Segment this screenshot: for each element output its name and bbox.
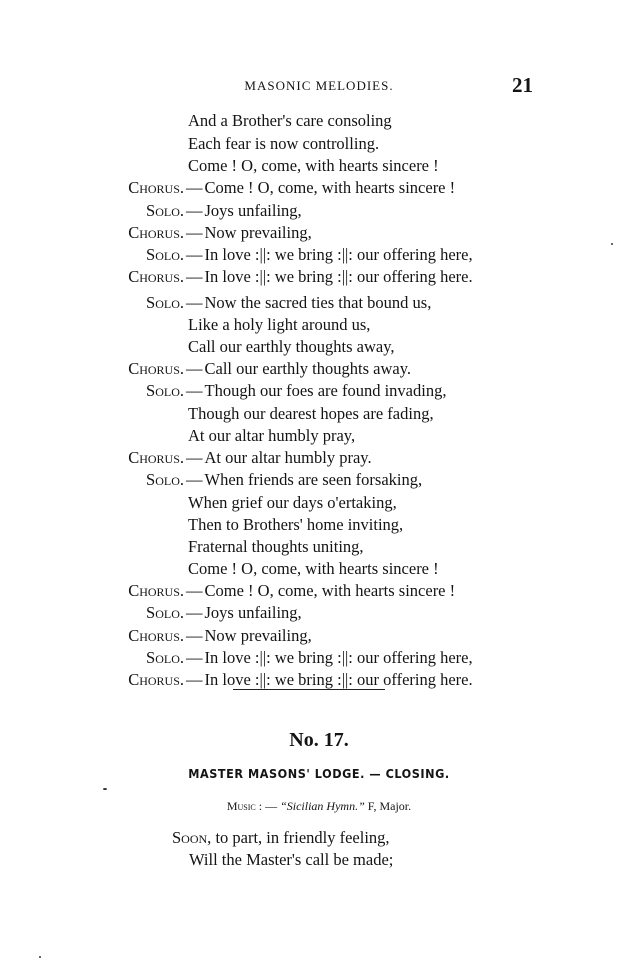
music-key: F, Major. [367, 799, 412, 813]
lyric-text: At our altar humbly pray, [188, 426, 356, 445]
speaker-dash: — [186, 448, 203, 467]
speaker-label: Solo. [146, 245, 184, 264]
music-dash: — [265, 799, 278, 813]
verse-line [188, 425, 355, 447]
lyric-text: And a Brother's care consoling [188, 111, 392, 130]
lyric-text: Then to Brothers' home inviting, [188, 515, 404, 534]
speaker-label: Chorus. [128, 581, 184, 600]
speaker-label: Solo. [146, 201, 184, 220]
verse-line [188, 314, 370, 336]
speaker-dash: — [186, 245, 203, 264]
speaker-dash: — [186, 267, 203, 286]
solo-line [100, 200, 302, 222]
speaker-label: Chorus. [128, 359, 184, 378]
chorus-line [108, 625, 312, 647]
lyric-text: When grief our days o'ertaking, [188, 493, 397, 512]
speaker-dash: — [186, 223, 203, 242]
verse-line [188, 514, 403, 536]
speaker-label: Chorus. [128, 448, 184, 467]
speaker-dash: — [186, 648, 203, 667]
speaker-label: Solo. [146, 470, 184, 489]
speaker-dash: — [186, 359, 203, 378]
speaker-dash: — [186, 470, 203, 489]
lyric-text: Now prevailing, [204, 626, 312, 645]
speaker-dash: — [186, 381, 203, 400]
speaker-dash: — [186, 603, 203, 622]
music-title: “Sicilian Hymn.” [280, 799, 365, 813]
speaker-dash: — [186, 626, 203, 645]
lyric-text: Now prevailing, [204, 223, 312, 242]
solo-line [100, 244, 473, 266]
speaker-label: Solo. [146, 293, 184, 312]
lyric-text: Though our foes are found invading, [204, 381, 447, 400]
lyric-text: Joys unfailing, [204, 603, 302, 622]
chorus-line [108, 358, 411, 380]
verse-line [188, 110, 392, 132]
speaker-dash: — [186, 581, 203, 600]
stanza-line-1 [172, 827, 390, 849]
verse-line [188, 492, 397, 514]
lyric-text: Though our dearest hopes are fading, [188, 404, 434, 423]
speaker-dash: — [186, 201, 203, 220]
speaker-dash: — [186, 293, 203, 312]
lyric-text: Fraternal thoughts uniting, [188, 537, 364, 556]
stanza-line-2 [189, 849, 393, 871]
hymn-number: No. 17. [289, 729, 349, 751]
ink-speck [103, 788, 107, 790]
lyric-text: Call our earthly thoughts away, [188, 337, 395, 356]
speaker-label: Chorus. [128, 178, 184, 197]
chorus-line [108, 447, 372, 469]
lyric-text: In love :||: we bring :||: our offering here. [204, 267, 473, 286]
verse-line [188, 155, 439, 177]
verse-line [188, 558, 439, 580]
ink-speck [611, 243, 613, 245]
solo-line [100, 602, 302, 624]
speaker-dash: — [186, 670, 203, 689]
running-header: MASONIC MELODIES. [244, 78, 394, 93]
verse-line [188, 403, 434, 425]
chorus-line [108, 266, 473, 288]
solo-line [100, 469, 422, 491]
speaker-label: Solo. [146, 603, 184, 622]
lyric-text: In love :||: we bring :||: our offering here. [204, 670, 473, 689]
solo-line [100, 380, 446, 402]
speaker-label: Chorus. [128, 267, 184, 286]
lyric-text: In love :||: we bring :||: our offering here, [204, 648, 473, 667]
lyric-text: Come ! O, come, with hearts sincere ! [188, 156, 439, 175]
section-divider [233, 689, 385, 690]
speaker-label: Solo. [146, 381, 184, 400]
lyric-text: Now the sacred ties that bound us, [204, 293, 432, 312]
verse-line [188, 133, 379, 155]
music-note [0, 799, 638, 813]
lyric-text: Call our earthly thoughts away. [204, 359, 412, 378]
speaker-label: Chorus. [128, 670, 184, 689]
solo-line [100, 647, 473, 669]
lyric-text: When friends are seen forsaking, [204, 470, 423, 489]
page-number: 21 [512, 73, 533, 97]
speaker-label: Chorus. [128, 223, 184, 242]
speaker-dash: — [186, 178, 203, 197]
verse-line [188, 536, 364, 558]
chorus-line [108, 669, 473, 691]
lyric-text: Joys unfailing, [204, 201, 302, 220]
hymn-title: MASTER MASONS' LODGE. — CLOSING. [188, 766, 450, 781]
lyric-text: Come ! O, come, with hearts sincere ! [204, 178, 456, 197]
chorus-line [108, 177, 455, 199]
solo-line [100, 292, 431, 314]
ink-speck [39, 956, 41, 958]
lyric-text: Each fear is now controlling. [188, 134, 380, 153]
lyric-text: In love :||: we bring :||: our offering here, [204, 245, 473, 264]
chorus-line [108, 580, 455, 602]
stanza-first-word: Soon, [172, 828, 212, 847]
stanza-line-text: to part, in friendly feeling, [215, 828, 390, 847]
verse-line [188, 336, 395, 358]
speaker-label: Chorus. [128, 626, 184, 645]
chorus-line [108, 222, 312, 244]
speaker-label: Solo. [146, 648, 184, 667]
lyric-text: At our altar humbly pray. [204, 448, 372, 467]
lyric-text: Come ! O, come, with hearts sincere ! [188, 559, 439, 578]
lyric-text: Come ! O, come, with hearts sincere ! [204, 581, 456, 600]
lyric-text: Like a holy light around us, [188, 315, 371, 334]
stanza-line-text: Will the Master's call be made; [189, 850, 394, 869]
music-label: Music : [226, 799, 263, 813]
